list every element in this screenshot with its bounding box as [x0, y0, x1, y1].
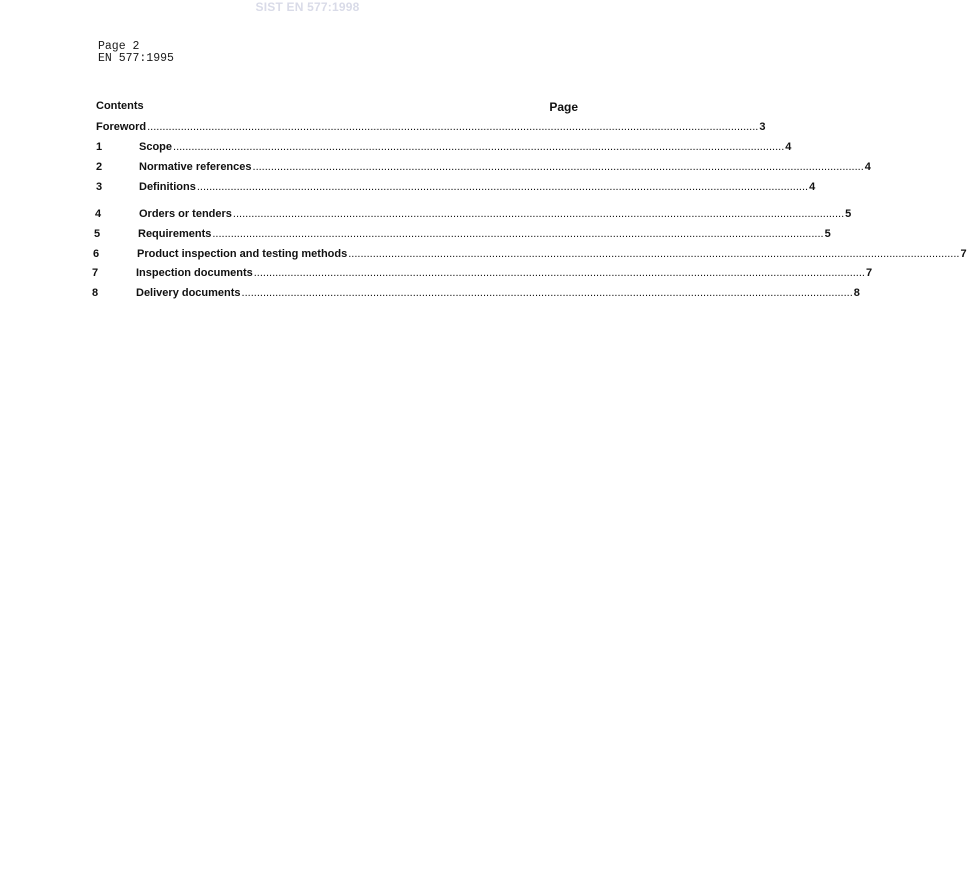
- toc-entry[interactable]: [92, 267, 873, 280]
- toc-entry-number: 8: [92, 287, 99, 299]
- toc-entry-label: Delivery documents: [136, 287, 241, 299]
- toc-entry-number: 4: [95, 208, 102, 220]
- leader-dots: ........................................................................................................................................................................................................: [196, 181, 809, 193]
- toc-entry-page: 5: [824, 228, 831, 240]
- toc-entry-label: Requirements: [138, 228, 212, 240]
- leader-dots: ........................................................................................................................................................................................................: [232, 208, 845, 220]
- standard-id: EN 577:1995: [98, 51, 174, 65]
- toc-entry-label: Definitions: [139, 181, 196, 193]
- toc-entry-page: 8: [853, 287, 860, 299]
- toc-entry-page: 4: [864, 161, 871, 173]
- toc-entry-label: Orders or tenders: [139, 208, 232, 220]
- toc-entry-page: 7: [960, 248, 967, 260]
- toc-entry-label: Product inspection and testing methods: [137, 248, 348, 260]
- toc-entry[interactable]: [95, 208, 852, 221]
- toc-entry[interactable]: [94, 228, 831, 241]
- toc-entry-label: Normative references: [139, 161, 252, 173]
- toc-entry-number: 2: [96, 161, 103, 173]
- toc-entry-number: 6: [93, 248, 100, 260]
- leader-dots: ........................................................................................................................................................................................................: [253, 267, 865, 279]
- toc-entry[interactable]: [96, 181, 816, 194]
- toc-entry-label: Inspection documents: [136, 267, 253, 279]
- toc-entry-number: 3: [96, 181, 103, 193]
- toc-entry-page: 4: [785, 141, 792, 153]
- toc-entry[interactable]: [96, 161, 871, 174]
- leader-dots: ........................................................................................................................................................................................................: [241, 287, 853, 299]
- toc-entry[interactable]: [92, 287, 860, 300]
- leader-dots: ........................................................................................................................................................................................................: [173, 141, 785, 153]
- toc-entry-page: 4: [809, 181, 816, 193]
- page-number: Page 2: [98, 40, 140, 53]
- toc-entry-label: Foreword: [96, 121, 147, 133]
- leader-dots: ........................................................................................................................................................................................................: [147, 121, 759, 133]
- toc-entry[interactable]: [93, 248, 967, 261]
- toc-entry[interactable]: [96, 141, 792, 154]
- leader-dots: ........................................................................................................................................................................................................: [212, 228, 824, 240]
- toc-entry-page: 5: [845, 208, 852, 220]
- watermark: SIST EN 577:1998: [255, 0, 360, 14]
- toc-entry-number: 5: [94, 228, 101, 240]
- page-header: [98, 41, 174, 64]
- toc-entry-page: 3: [759, 121, 766, 133]
- leader-dots: ........................................................................................................................................................................................................: [348, 248, 960, 260]
- toc-entry-foreword[interactable]: [96, 121, 766, 134]
- toc-entry-number: 1: [96, 141, 103, 153]
- toc-entry-page: 7: [865, 267, 873, 279]
- leader-dots: ........................................................................................................................................................................................................: [252, 161, 864, 173]
- page-column-heading: Page: [549, 100, 578, 114]
- contents-title: Contents: [96, 100, 144, 112]
- toc-entry-label: Scope: [139, 141, 173, 153]
- toc-entry-number: 7: [92, 267, 99, 279]
